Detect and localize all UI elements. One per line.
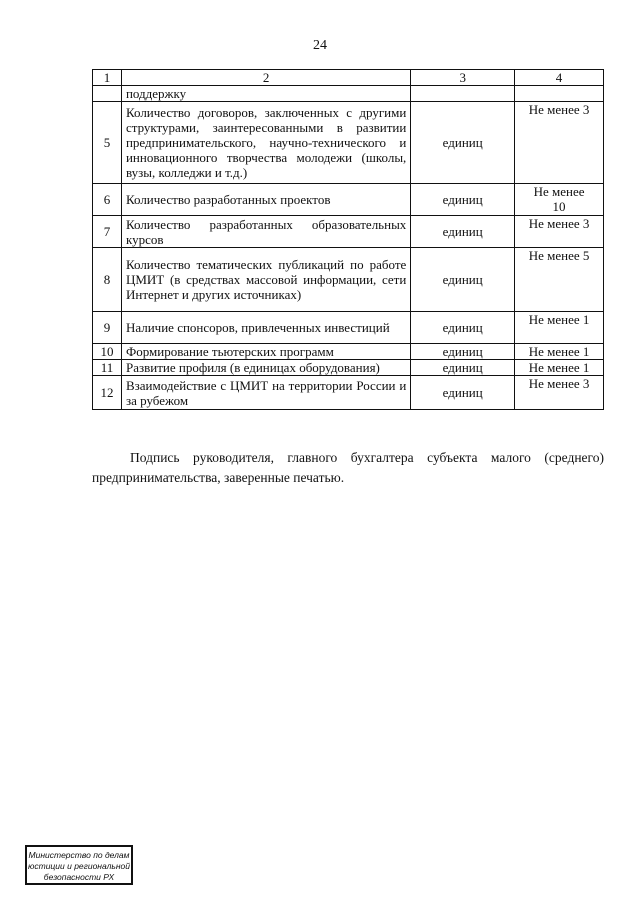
row-unit: единиц <box>411 216 515 248</box>
row-number: 12 <box>93 376 122 410</box>
header-cell: 1 <box>93 70 122 86</box>
row-number: 10 <box>93 344 122 360</box>
row-unit: единиц <box>411 184 515 216</box>
row-value <box>515 86 604 102</box>
row-name: Развитие профиля (в единицах оборудования) <box>121 360 410 376</box>
table-row <box>93 216 604 248</box>
row-value: Не менее 5 <box>515 248 604 312</box>
row-value: Не менее 1 <box>515 360 604 376</box>
header-cell: 2 <box>121 70 410 86</box>
table-row <box>93 102 604 184</box>
stamp-line: юстиции и региональной <box>27 861 131 871</box>
row-number: 9 <box>93 312 122 344</box>
table-header-row <box>93 70 604 86</box>
row-name: Формирование тьютерских программ <box>121 344 410 360</box>
row-unit: единиц <box>411 360 515 376</box>
ministry-stamp <box>25 845 133 885</box>
row-value: Не менее 3 <box>515 376 604 410</box>
stamp-line: безопасности РХ <box>43 872 115 882</box>
indicators-table <box>92 69 604 410</box>
table-row <box>93 86 604 102</box>
header-cell: 4 <box>515 70 604 86</box>
row-value: Не менее 10 <box>515 184 604 216</box>
row-value: Не менее 1 <box>515 312 604 344</box>
row-name: Количество договоров, заключенных с другими структурами, заинтересованными в развитии предпринимательского, научно-технического и инновационного творчества молодежи (школы, вузы, колледжи и т.д.) <box>121 102 410 184</box>
table-row <box>93 360 604 376</box>
table-row <box>93 312 604 344</box>
table-row <box>93 184 604 216</box>
header-cell: 3 <box>411 70 515 86</box>
row-unit: единиц <box>411 312 515 344</box>
row-name: поддержку <box>121 86 410 102</box>
table-row <box>93 376 604 410</box>
row-value: Не менее 3 <box>515 216 604 248</box>
row-name: Количество разработанных образовательных курсов <box>121 216 410 248</box>
row-unit <box>411 86 515 102</box>
row-unit: единиц <box>411 248 515 312</box>
signature-note: Подпись руководителя, главного бухгалтера субъекта малого (среднего) предпринимательства, заверенные печатью. <box>92 449 604 485</box>
row-unit: единиц <box>411 344 515 360</box>
page-number: 24 <box>313 38 327 53</box>
row-name: Количество разработанных проектов <box>121 184 410 216</box>
row-number: 8 <box>93 248 122 312</box>
row-number: 5 <box>93 102 122 184</box>
row-number: 11 <box>93 360 122 376</box>
row-unit: единиц <box>411 376 515 410</box>
table-row <box>93 248 604 312</box>
stamp-line: Министерство по делам <box>28 850 130 860</box>
row-name: Количество тематических публикаций по работе ЦМИТ (в средствах массовой информации, сети Интернет и других источниках) <box>121 248 410 312</box>
row-number: 7 <box>93 216 122 248</box>
row-name: Наличие спонсоров, привлеченных инвестиций <box>121 312 410 344</box>
row-value: Не менее 1 <box>515 344 604 360</box>
row-name: Взаимодействие с ЦМИТ на территории России и за рубежом <box>121 376 410 410</box>
row-unit: единиц <box>411 102 515 184</box>
row-value: Не менее 3 <box>515 102 604 184</box>
row-number <box>93 86 122 102</box>
table-row <box>93 344 604 360</box>
row-number: 6 <box>93 184 122 216</box>
